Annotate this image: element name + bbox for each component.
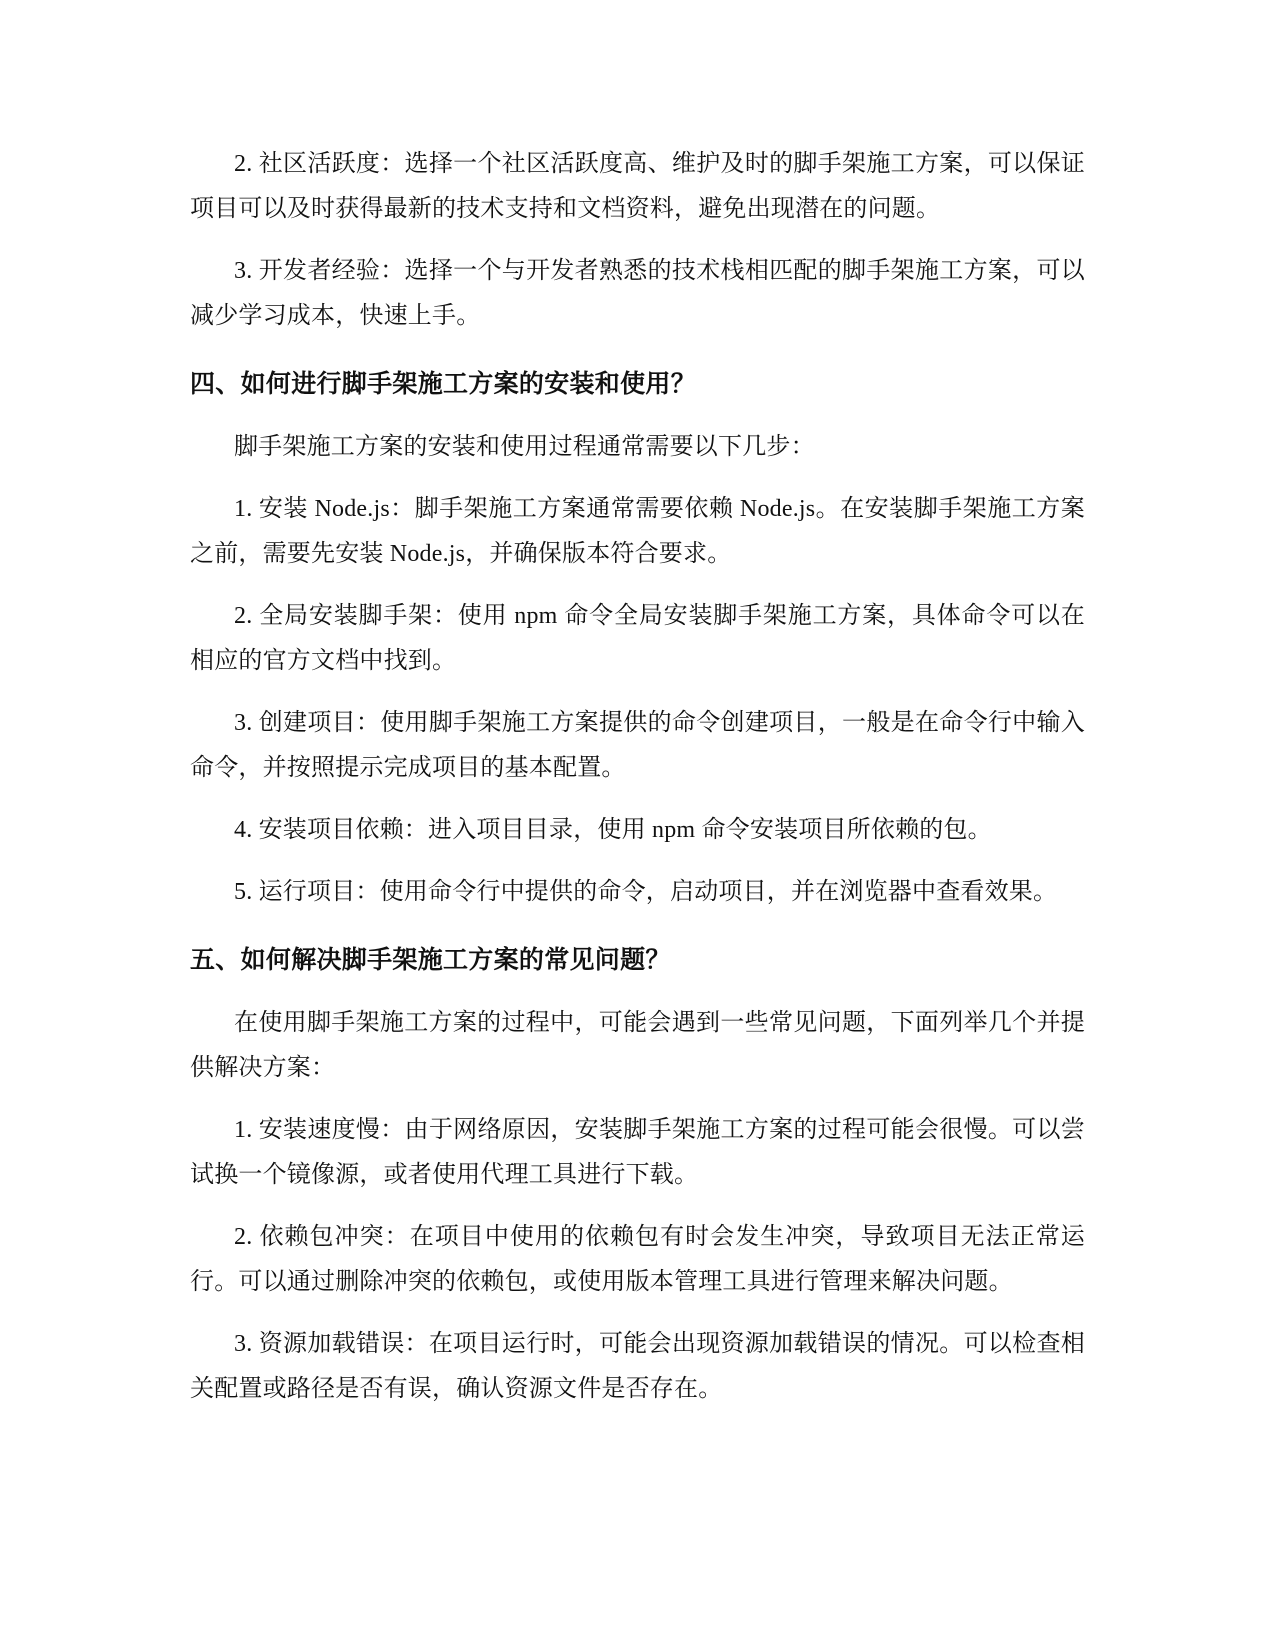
section5-item-3: 3. 资源加载错误：在项目运行时，可能会出现资源加载错误的情况。可以检查相关配置或路径是否有误，确认资源文件是否存在。 [190, 1331, 1085, 1402]
section4-item-2: 2. 全局安装脚手架：使用 npm 命令全局安装脚手架施工方案，具体命令可以在相应的官方文档中找到。 [190, 603, 1085, 674]
section3-item-3: 3. 开发者经验：选择一个与开发者熟悉的技术栈相匹配的脚手架施工方案，可以减少学习成本，快速上手。 [190, 258, 1085, 329]
section4-item-3: 3. 创建项目：使用脚手架施工方案提供的命令创建项目，一般是在命令行中输入命令，并按照提示完成项目的基本配置。 [190, 710, 1085, 781]
section5-item-2: 2. 依赖包冲突：在项目中使用的依赖包有时会发生冲突，导致项目无法正常运行。可以通过删除冲突的依赖包，或使用版本管理工具进行管理来解决问题。 [190, 1224, 1085, 1295]
section4-intro: 脚手架施工方案的安装和使用过程通常需要以下几步： [234, 434, 815, 460]
section4-item-5: 5. 运行项目：使用命令行中提供的命令，启动项目，并在浏览器中查看效果。 [234, 879, 1058, 905]
section5-intro: 在使用脚手架施工方案的过程中，可能会遇到一些常见问题，下面列举几个并提供解决方案： [190, 1010, 1085, 1081]
section4-heading: 四、如何进行脚手架施工方案的安装和使用？ [190, 370, 697, 398]
section5-heading: 五、如何解决脚手架施工方案的常见问题？ [190, 946, 671, 974]
section4-item-4: 4. 安装项目依赖：进入项目目录，使用 npm 命令安装项目所依赖的包。 [234, 817, 992, 843]
section4-item-1: 1. 安装 Node.js：脚手架施工方案通常需要依赖 Node.js。在安装脚手架施工方案之前，需要先安装 Node.js，并确保版本符合要求。 [190, 496, 1085, 567]
section3-item-2: 2. 社区活跃度：选择一个社区活跃度高、维护及时的脚手架施工方案，可以保证项目可以及时获得最新的技术支持和文档资料，避免出现潜在的问题。 [190, 151, 1085, 222]
section5-item-1: 1. 安装速度慢：由于网络原因，安装脚手架施工方案的过程可能会很慢。可以尝试换一个镜像源，或者使用代理工具进行下载。 [190, 1117, 1085, 1188]
